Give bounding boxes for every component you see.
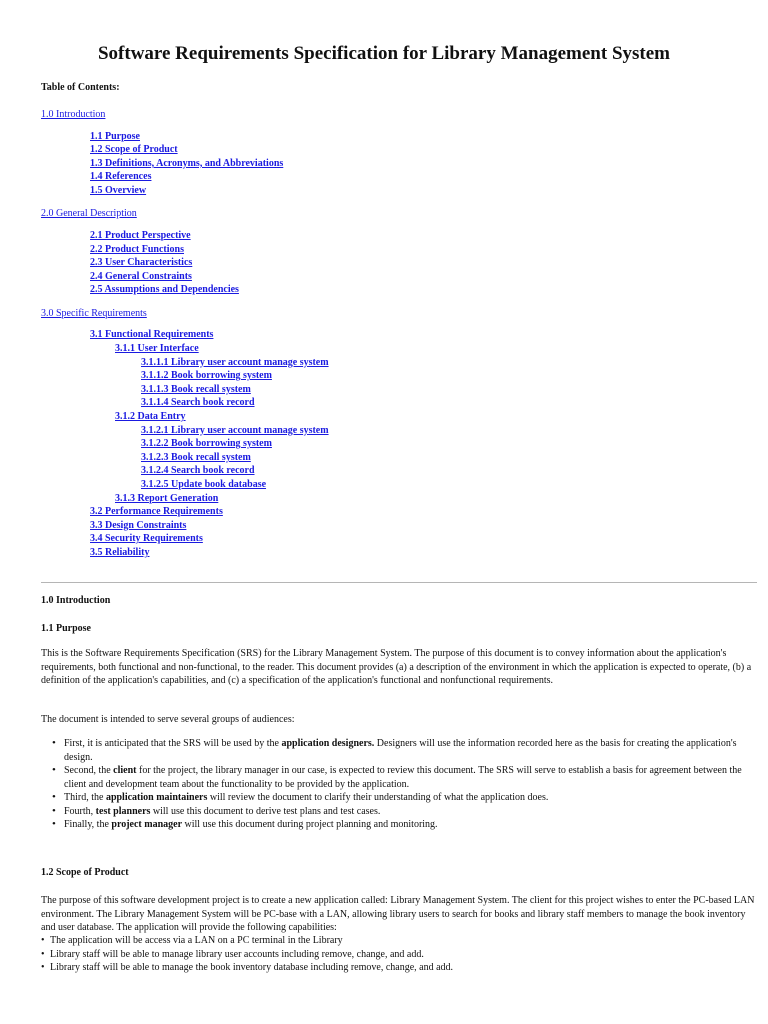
toc-heading: Table of Contents: <box>41 82 120 93</box>
toc-link-general-description[interactable]: 2.0 General Description <box>41 208 137 220</box>
toc-link-specific-requirements[interactable]: 3.0 Specific Requirements <box>41 307 147 319</box>
toc-list-specific-requirements <box>41 328 741 559</box>
toc-link-de-account-manage[interactable]: 3.1.2.1 Library user account manage system <box>141 424 329 436</box>
section-heading-introduction: 1.0 Introduction <box>41 595 111 606</box>
toc-link-product-perspective[interactable]: 2.1 Product Perspective <box>90 229 191 241</box>
section-heading-scope: 1.2 Scope of Product <box>41 867 129 878</box>
toc-link-purpose[interactable]: 1.1 Purpose <box>90 130 140 142</box>
list-item: • The application will be access via a LAN on a PC terminal in the Library <box>41 935 343 946</box>
toc-link-functional-requirements[interactable]: 3.1 Functional Requirements <box>90 329 214 341</box>
horizontal-divider <box>41 582 757 583</box>
toc-link-ui-book-recall[interactable]: 3.1.1.3 Book recall system <box>141 383 251 395</box>
list-item: • Second, the client for the project, the library manager in our case, is expected to review this document. The SRS will serve to establish a basis for agreement between the client and development team about the functionality to be provided by the application. <box>52 764 756 791</box>
purpose-paragraph <box>41 647 756 688</box>
toc-link-de-update-database[interactable]: 3.1.2.5 Update book database <box>141 478 267 490</box>
toc-link-user-characteristics[interactable]: 2.3 User Characteristics <box>90 257 193 269</box>
toc-link-reliability[interactable]: 3.5 Reliability <box>90 546 150 558</box>
section-heading-purpose: 1.1 Purpose <box>41 623 91 634</box>
toc-link-performance[interactable]: 3.2 Performance Requirements <box>90 506 223 518</box>
toc-link-introduction[interactable]: 1.0 Introduction <box>41 109 106 120</box>
toc-link-security[interactable]: 3.4 Security Requirements <box>90 533 203 545</box>
scope-paragraph <box>41 894 756 935</box>
table-of-contents <box>41 108 741 570</box>
toc-link-user-interface[interactable]: 3.1.1 User Interface <box>115 343 199 355</box>
toc-link-references[interactable]: 1.4 References <box>90 171 152 183</box>
capabilities-list <box>41 934 756 975</box>
scope-text: The purpose of this software development project is to create a new application called: Library Management System. The client for this project wishes to enter the PC-based LAN environment. The Library Management System will be PC-base with a LAN, allowing library users to search for books and library staff members to manage the book inventory and user database. The application will provide the following capabilities: <box>41 895 755 933</box>
list-item: • Third, the application maintainers will review the document to clarify their understanding of what the application does. <box>52 791 756 805</box>
toc-list-introduction <box>41 130 741 198</box>
toc-link-assumptions[interactable]: 2.5 Assumptions and Dependencies <box>90 284 239 296</box>
toc-link-de-search-book[interactable]: 3.1.2.4 Search book record <box>141 465 255 477</box>
toc-link-scope[interactable]: 1.2 Scope of Product <box>90 144 178 156</box>
list-item: • Finally, the project manager will use this document during project planning and monitoring. <box>52 818 756 832</box>
audience-intro-text: The document is intended to serve several groups of audiences: <box>41 714 295 725</box>
toc-link-data-entry[interactable]: 3.1.2 Data Entry <box>115 411 186 422</box>
list-item: • Library staff will be able to manage the book inventory database including remove, change, and add. <box>41 962 454 973</box>
list-item: • Fourth, test planners will use this document to derive test plans and test cases. <box>52 805 756 819</box>
toc-link-de-book-borrowing[interactable]: 3.1.2.2 Book borrowing system <box>141 438 272 450</box>
toc-link-report-generation[interactable]: 3.1.3 Report Generation <box>115 492 219 504</box>
document-title: Software Requirements Specification for Library Management System <box>97 43 671 64</box>
toc-link-definitions[interactable]: 1.3 Definitions, Acronyms, and Abbreviations <box>90 157 284 169</box>
toc-link-general-constraints[interactable]: 2.4 General Constraints <box>90 270 192 282</box>
toc-link-design-constraints[interactable]: 3.3 Design Constraints <box>90 519 187 531</box>
toc-list-general-description <box>41 229 741 297</box>
toc-link-de-book-recall[interactable]: 3.1.2.3 Book recall system <box>141 451 251 463</box>
toc-link-overview[interactable]: 1.5 Overview <box>90 184 147 196</box>
audience-list <box>41 737 756 832</box>
toc-link-ui-account-manage[interactable]: 3.1.1.1 Library user account manage system <box>141 356 329 368</box>
toc-link-ui-book-borrowing[interactable]: 3.1.1.2 Book borrowing system <box>141 370 272 382</box>
list-item: • First, it is anticipated that the SRS will be used by the application designers. Designers will use the information recorded here as the basis for creating the application's design. <box>52 737 756 764</box>
toc-link-ui-search-book[interactable]: 3.1.1.4 Search book record <box>141 397 255 409</box>
audience-intro <box>41 713 756 727</box>
list-item: • Library staff will be able to manage library user accounts including remove, change, and add. <box>41 948 424 960</box>
purpose-text: This is the Software Requirements Specification (SRS) for the Library Management System. The purpose of this document is to convey information about the application's requirements, both functional and non-functional, to the reader. This document provides (a) a description of the environment in which the application is expected to operate, (b) a definition of the application's capabilities, and (c) a specification of the application's functional and nonfunctional requirements. <box>41 648 752 686</box>
toc-link-product-functions[interactable]: 2.2 Product Functions <box>90 243 184 255</box>
